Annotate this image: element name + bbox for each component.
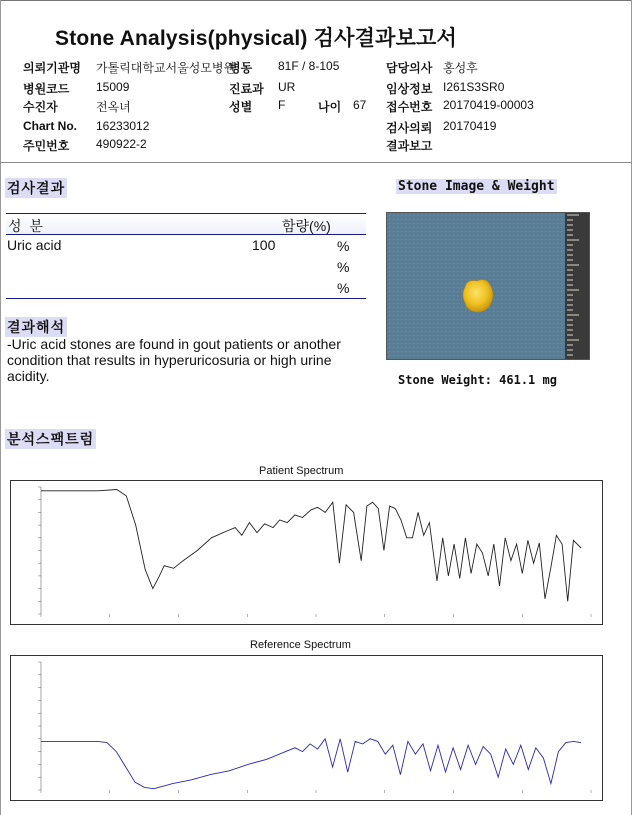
percent-unit: % — [337, 259, 350, 275]
department-value: UR — [278, 80, 296, 94]
stone-weight — [398, 373, 557, 387]
resident-number-label: 주민번호 — [23, 139, 70, 153]
ward-value: 81F / 8-105 — [278, 59, 340, 73]
receipt-number-label: 접수번호 — [386, 100, 433, 114]
table-header-rule — [6, 234, 366, 235]
patient-spectrum-plot — [11, 481, 602, 624]
chart-no-value: 16233012 — [96, 119, 150, 133]
stone-photo-graphic — [387, 213, 589, 359]
frame-top-border — [0, 0, 632, 1]
stone-section-title: Stone Image & Weight — [398, 179, 555, 194]
age-label: 나이 — [318, 100, 342, 114]
sex-label: 성별 — [229, 100, 253, 114]
component-percent: 100 — [252, 237, 276, 253]
reference-spectrum-title: Reference Spectrum — [250, 639, 351, 651]
spectrum-series-line — [41, 490, 581, 602]
interpretation-section-title: 결과해석 — [7, 319, 66, 335]
stone-weight-unit: mg — [542, 373, 557, 387]
component-column-header: 성 분 — [8, 218, 45, 234]
test-request-label: 검사의뢰 — [386, 121, 433, 135]
report-title: Stone Analysis(physical) 검사결과보고서 — [55, 27, 458, 50]
requesting-institution-value: 가톨릭대학교서울성모병원 — [96, 61, 236, 75]
results-table-header — [6, 215, 366, 234]
patient-spectrum-title: Patient Spectrum — [259, 465, 344, 477]
sex-value: F — [278, 98, 286, 112]
patient-label: 수진자 — [23, 100, 58, 114]
percent-unit: % — [337, 238, 350, 254]
table-bottom-rule — [6, 298, 366, 299]
hospital-code-label: 병원코드 — [23, 82, 70, 96]
patient-spectrum-chart — [10, 480, 603, 625]
frame-left-border — [0, 0, 1, 815]
ward-label: 병동 — [229, 61, 253, 75]
hospital-code-value: 15009 — [96, 80, 130, 94]
test-request-value: 20170419 — [443, 119, 497, 133]
physician-value: 홍성후 — [443, 61, 478, 75]
reference-spectrum-plot — [11, 656, 602, 800]
result-report-label: 결과보고 — [386, 139, 433, 153]
clinical-info-label: 임상정보 — [386, 82, 433, 96]
clinical-info-value: I261S3SR0 — [443, 80, 505, 94]
component-name: Uric acid — [7, 237, 62, 253]
stone-weight-value: 461.1 — [499, 373, 536, 387]
table-top-rule — [6, 213, 366, 214]
receipt-number-value: 20170419-00003 — [443, 98, 534, 112]
results-section-title: 검사결과 — [7, 180, 66, 196]
patient-value: 전옥녀 — [96, 100, 131, 114]
resident-number-value: 490922-2 — [96, 137, 147, 151]
department-label: 진료과 — [229, 82, 264, 96]
interpretation-text: -Uric acid stones are found in gout patients or another condition that results in hyperuricosuria or high urine acidity. — [7, 336, 341, 384]
stone-weight-label: Stone Weight: — [398, 373, 492, 387]
spectrum-section-title: 분석스팩트럼 — [7, 431, 95, 447]
content-column-header: 함량(%) — [282, 218, 331, 234]
requesting-institution-label: 의뢰기관명 — [23, 61, 81, 75]
spectrum-series-line — [41, 739, 581, 789]
chart-no-label: Chart No. — [23, 119, 77, 133]
stone-photo — [386, 212, 590, 360]
header-divider — [0, 162, 632, 163]
percent-unit: % — [337, 280, 350, 296]
reference-spectrum-chart — [10, 655, 603, 801]
age-value: 67 — [353, 98, 367, 112]
physician-label: 담당의사 — [386, 61, 433, 75]
